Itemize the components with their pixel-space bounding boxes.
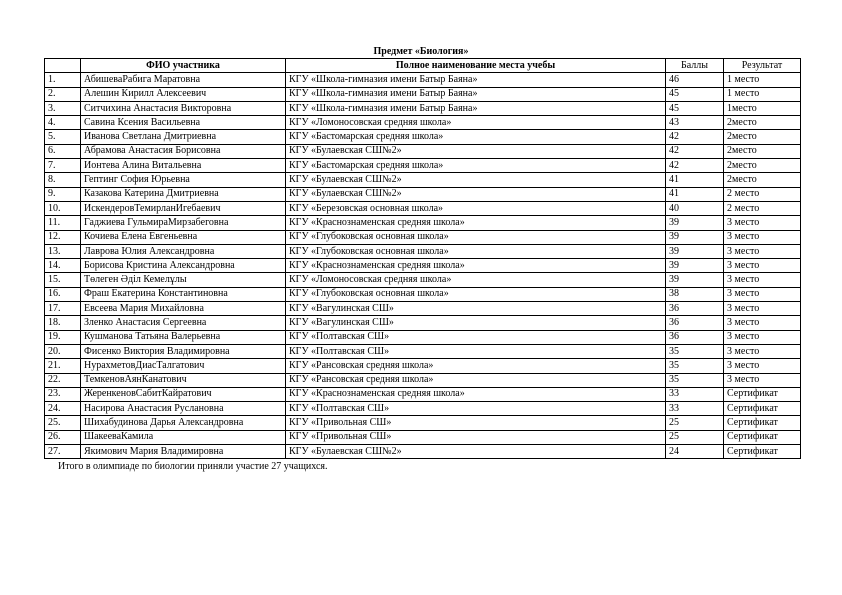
cell-num: 15. [45,273,81,287]
cell-num: 16. [45,287,81,301]
cell-name: Ситчихина Анастасия Викторовна [81,101,286,115]
cell-name: Кочиева Елена Евгеньевна [81,230,286,244]
cell-result: 2 место [724,187,801,201]
cell-result: 3 место [724,359,801,373]
cell-school: КГУ «Привольная СШ» [286,416,666,430]
cell-score: 25 [666,430,724,444]
cell-num: 10. [45,201,81,215]
cell-name: Гаджиева ГульмираМирзабеговна [81,216,286,230]
cell-num: 13. [45,244,81,258]
cell-name: АбишеваРабига Маратовна [81,73,286,87]
footer-summary: Итого в олимпиаде по биологии приняли участие 27 учащихся. [58,461,328,472]
cell-num: 12. [45,230,81,244]
table-row [45,244,801,258]
table-row [45,116,801,130]
table-row [45,259,801,273]
cell-score: 35 [666,373,724,387]
table-row [45,230,801,244]
cell-school: КГУ «Ломоносовская средняя школа» [286,116,666,130]
cell-score: 42 [666,130,724,144]
cell-num: 9. [45,187,81,201]
cell-name: Абрамова Анастасия Борисовна [81,144,286,158]
cell-name: Евсеева Мария Михайловна [81,302,286,316]
table-row [45,373,801,387]
cell-name: Якимович Мария Владимировна [81,445,286,459]
cell-name: Гептинг София Юрьевна [81,173,286,187]
cell-school: КГУ «Бастомарская средняя школа» [286,130,666,144]
cell-name: Шихабудинова Дарья Александровна [81,416,286,430]
cell-score: 36 [666,302,724,316]
cell-score: 42 [666,159,724,173]
cell-score: 41 [666,187,724,201]
table-row [45,173,801,187]
cell-name: Ионтева Алина Витальевна [81,159,286,173]
cell-num: 1. [45,73,81,87]
cell-school: КГУ «Вагулинская СШ» [286,302,666,316]
cell-score: 46 [666,73,724,87]
cell-name: Кушманова Татьяна Валерьевна [81,330,286,344]
cell-result: 3 место [724,244,801,258]
cell-school: КГУ «Вагулинская СШ» [286,316,666,330]
table-body [45,73,801,459]
table-row [45,144,801,158]
cell-score: 38 [666,287,724,301]
cell-score: 42 [666,144,724,158]
cell-num: 27. [45,445,81,459]
cell-score: 35 [666,359,724,373]
table-row [45,416,801,430]
cell-name: Зленко Анастасия Сергеевна [81,316,286,330]
cell-score: 45 [666,101,724,115]
cell-result: 3 место [724,316,801,330]
table-row [45,216,801,230]
cell-school: КГУ «Глубоковская основная школа» [286,244,666,258]
cell-score: 43 [666,116,724,130]
cell-score: 33 [666,387,724,401]
cell-school: КГУ «Ломоносовская средняя школа» [286,273,666,287]
cell-result: 3 место [724,344,801,358]
cell-num: 6. [45,144,81,158]
cell-name: ШакееваКамила [81,430,286,444]
cell-school: КГУ «Булаевская СШ№2» [286,173,666,187]
cell-school: КГУ «Полтавская СШ» [286,344,666,358]
cell-school: КГУ «Краснознаменская средняя школа» [286,259,666,273]
cell-num: 7. [45,159,81,173]
cell-score: 36 [666,330,724,344]
cell-school: КГУ «Рансовская средняя школа» [286,373,666,387]
cell-name: Фраш Екатерина Константиновна [81,287,286,301]
cell-school: КГУ «Полтавская СШ» [286,402,666,416]
table-header-row [45,59,801,73]
cell-result: 2место [724,130,801,144]
cell-result: 3 место [724,330,801,344]
cell-result: 1место [724,101,801,115]
cell-school: КГУ «Булаевская СШ№2» [286,187,666,201]
cell-score: 41 [666,173,724,187]
cell-result: 1 место [724,73,801,87]
table-row [45,387,801,401]
cell-num: 26. [45,430,81,444]
cell-result: 2место [724,173,801,187]
table-row [45,316,801,330]
cell-name: Алешин Кирилл Алексеевич [81,87,286,101]
cell-school: КГУ «Глубоковская основная школа» [286,287,666,301]
cell-num: 18. [45,316,81,330]
cell-name: Савина Ксения Васильевна [81,116,286,130]
cell-result: Сертификат [724,402,801,416]
cell-num: 8. [45,173,81,187]
cell-result: 3 место [724,273,801,287]
cell-name: Фисенко Виктория Владимировна [81,344,286,358]
table-row [45,159,801,173]
cell-num: 21. [45,359,81,373]
cell-score: 39 [666,259,724,273]
cell-result: 2место [724,144,801,158]
cell-school: КГУ «Глубоковская основная школа» [286,230,666,244]
cell-score: 25 [666,416,724,430]
table-row [45,287,801,301]
cell-result: Сертификат [724,445,801,459]
cell-result: 1 место [724,87,801,101]
cell-name: Казакова Катерина Дмитриевна [81,187,286,201]
cell-school: КГУ «Бастомарская средняя школа» [286,159,666,173]
document-title: Предмет «Биология» [373,46,469,57]
cell-score: 39 [666,230,724,244]
table-row [45,130,801,144]
header-num [45,59,81,73]
cell-school: КГУ «Булаевская СШ№2» [286,445,666,459]
table-row [45,201,801,215]
cell-num: 22. [45,373,81,387]
table-row [45,101,801,115]
cell-num: 20. [45,344,81,358]
results-table [44,58,801,459]
cell-score: 36 [666,316,724,330]
cell-result: Сертификат [724,387,801,401]
cell-name: Борисова Кристина Александровна [81,259,286,273]
table-row [45,273,801,287]
cell-name: ИскендеровТемирланИгебаевич [81,201,286,215]
cell-result: 3 место [724,287,801,301]
table-row [45,330,801,344]
cell-score: 33 [666,402,724,416]
table-row [45,73,801,87]
cell-result: 2 место [724,201,801,215]
cell-result: 3 место [724,216,801,230]
cell-num: 14. [45,259,81,273]
header-result: Результат [724,59,801,73]
cell-result: Сертификат [724,430,801,444]
cell-score: 39 [666,244,724,258]
header-score: Баллы [666,59,724,73]
cell-num: 2. [45,87,81,101]
header-school: Полное наименование места учебы [286,59,666,73]
cell-result: 3 место [724,230,801,244]
cell-num: 4. [45,116,81,130]
cell-num: 5. [45,130,81,144]
cell-school: КГУ «Школа-гимназия имени Батыр Баяна» [286,87,666,101]
cell-name: Лаврова Юлия Александровна [81,244,286,258]
table-row [45,359,801,373]
cell-num: 25. [45,416,81,430]
cell-result: 2место [724,159,801,173]
header-name: ФИО участника [81,59,286,73]
cell-num: 19. [45,330,81,344]
table-row [45,302,801,316]
cell-score: 39 [666,273,724,287]
cell-school: КГУ «Рансовская средняя школа» [286,359,666,373]
table-row [45,430,801,444]
cell-result: 3 место [724,302,801,316]
cell-school: КГУ «Краснознаменская средняя школа» [286,216,666,230]
table-row [45,445,801,459]
cell-num: 23. [45,387,81,401]
cell-num: 17. [45,302,81,316]
cell-name: Төлеген Әділ Кемелұлы [81,273,286,287]
cell-result: Сертификат [724,416,801,430]
cell-name: НурахметовДиасТалгатович [81,359,286,373]
cell-score: 24 [666,445,724,459]
cell-school: КГУ «Школа-гимназия имени Батыр Баяна» [286,101,666,115]
cell-name: Иванова Светлана Дмитриевна [81,130,286,144]
cell-name: Насирова Анастасия Руслановна [81,402,286,416]
cell-result: 3 место [724,259,801,273]
table-row [45,402,801,416]
cell-name: ЖеренкеновСабитКайратович [81,387,286,401]
cell-school: КГУ «Краснознаменская средняя школа» [286,387,666,401]
cell-name: ТемкеновАянКанатович [81,373,286,387]
cell-school: КГУ «Школа-гимназия имени Батыр Баяна» [286,73,666,87]
cell-school: КГУ «Полтавская СШ» [286,330,666,344]
cell-result: 2место [724,116,801,130]
cell-result: 3 место [724,373,801,387]
table-row [45,87,801,101]
cell-school: КГУ «Булаевская СШ№2» [286,144,666,158]
table-row [45,344,801,358]
cell-num: 24. [45,402,81,416]
cell-score: 39 [666,216,724,230]
table-row [45,187,801,201]
cell-num: 3. [45,101,81,115]
cell-num: 11. [45,216,81,230]
cell-score: 45 [666,87,724,101]
cell-score: 35 [666,344,724,358]
cell-school: КГУ «Березовская основная школа» [286,201,666,215]
cell-school: КГУ «Привольная СШ» [286,430,666,444]
cell-score: 40 [666,201,724,215]
